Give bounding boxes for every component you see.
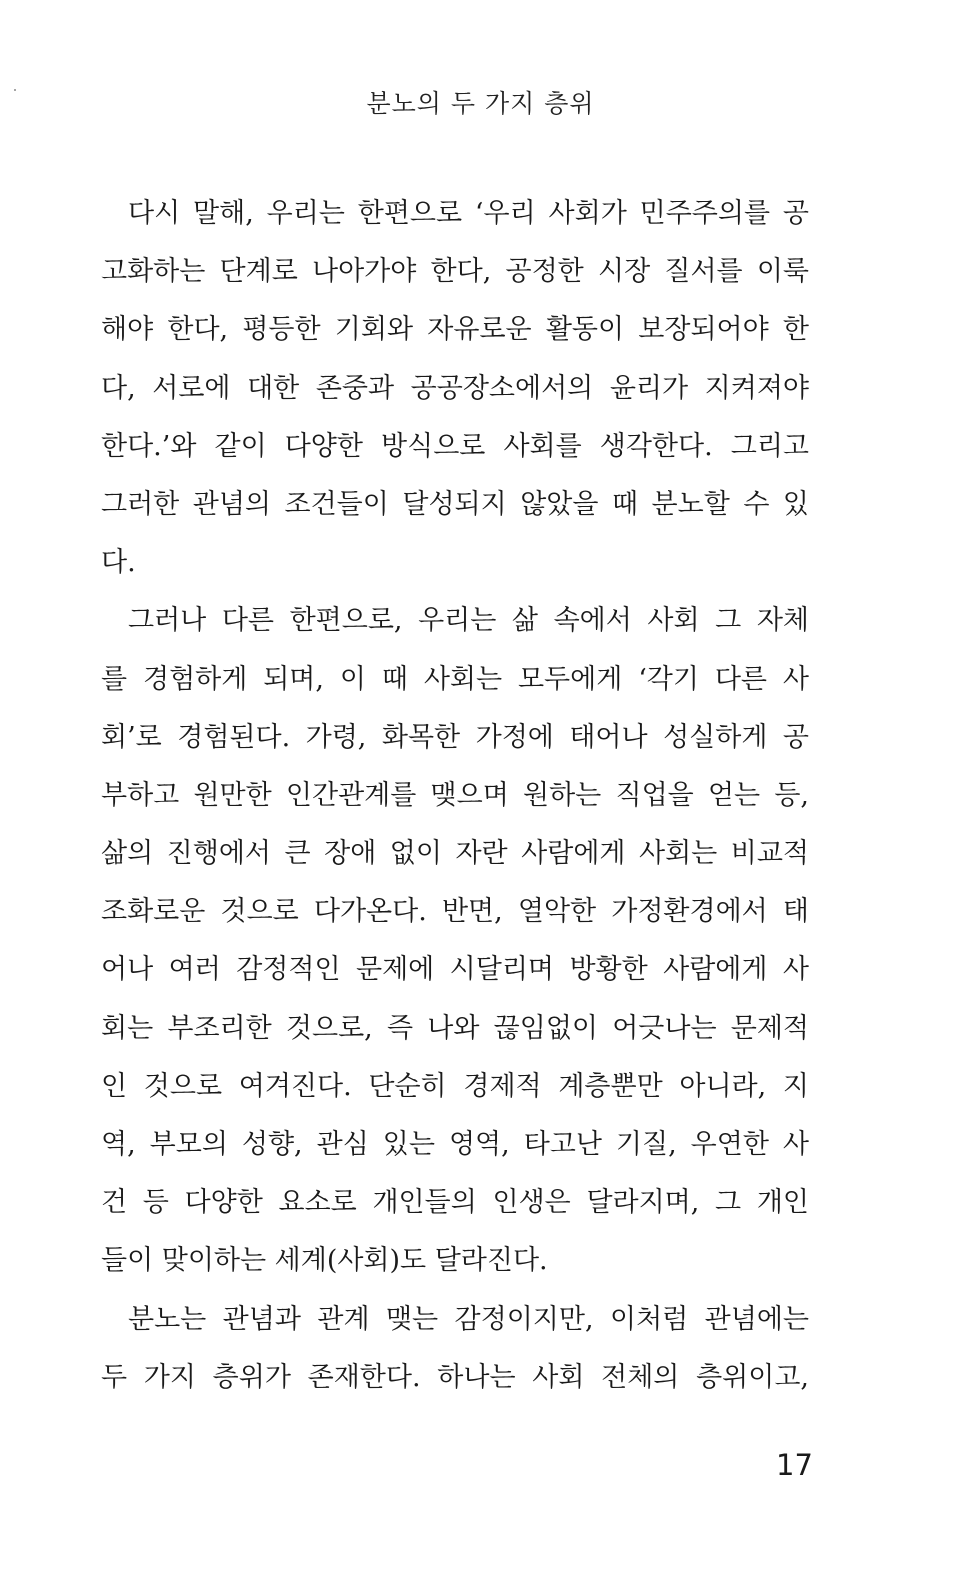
paragraph-2-line-11: 건 등 다양한 요소로 개인들의 인생은 달라지며, 그 개인 (101, 1187, 809, 1219)
paragraph-2-line-2: 를 경험하게 되며, 이 때 사회는 모두에게 ‘각기 다른 사 (101, 663, 809, 695)
paragraph-2-line-10: 역, 부모의 성향, 관심 있는 영역, 타고난 기질, 우연한 사 (101, 1129, 809, 1160)
paragraph-1-line-3: 해야 한다, 평등한 기회와 자유로운 활동이 보장되어야 한 (101, 314, 809, 346)
paragraph-2-line-5: 삶의 진행에서 큰 장애 없이 자란 사람에게 사회는 비교적 (101, 838, 809, 870)
paragraph-1-line-2: 고화하는 단계로 나아가야 한다, 공정한 시장 질서를 이룩 (101, 256, 809, 288)
paragraph-1-line-1: 다시 말해, 우리는 한편으로 ‘우리 사회가 민주주의를 공 (128, 198, 809, 229)
paragraph-2-line-4: 부하고 원만한 인간관계를 맺으며 원하는 직업을 얻는 등, (101, 779, 809, 811)
body-text (101, 185, 809, 1407)
paragraph-1-line-5: 한다.’와 같이 다양한 방식으로 사회를 생각한다. 그리고 (101, 430, 809, 462)
paragraph-3-line-1: 분노는 관념과 관계 맺는 감정이지만, 이처럼 관념에는 (128, 1303, 809, 1335)
paragraph-2-line-12: 들이 맞이하는 세계(사회)도 달라진다. (101, 1245, 548, 1277)
paragraph-2-line-8: 회는 부조리한 것으로, 즉 나와 끊임없이 어긋나는 문제적 (101, 1012, 809, 1044)
paragraph-1-line-6: 그러한 관념의 조건들이 달성되지 않았을 때 분노할 수 있 (101, 488, 809, 520)
paragraph-2-line-6: 조화로운 것으로 다가온다. 반면, 열악한 가정환경에서 태 (101, 896, 809, 928)
paragraph-1-line-7: 다. (101, 547, 136, 579)
paragraph-2-line-1: 그러나 다른 한편으로, 우리는 삶 속에서 사회 그 자체 (128, 605, 809, 637)
paragraph-1-line-4: 다, 서로에 대한 존중과 공공장소에서의 윤리가 지켜져야 (101, 372, 809, 404)
page-number: 17 (776, 1448, 813, 1482)
paragraph-2-line-7: 어나 여러 감정적인 문제에 시달리며 방황한 사람에게 사 (101, 954, 809, 986)
running-header: 분노의 두 가지 층위 (366, 89, 595, 118)
paragraph-2-line-3: 회’로 경험된다. 가령, 화목한 가정에 태어나 성실하게 공 (101, 721, 809, 753)
paragraph-3-line-2: 두 가지 층위가 존재한다. 하나는 사회 전체의 층위이고, (101, 1361, 809, 1393)
paragraph-2-line-9: 인 것으로 여겨진다. 단순히 경제적 계층뿐만 아니라, 지 (101, 1070, 809, 1102)
